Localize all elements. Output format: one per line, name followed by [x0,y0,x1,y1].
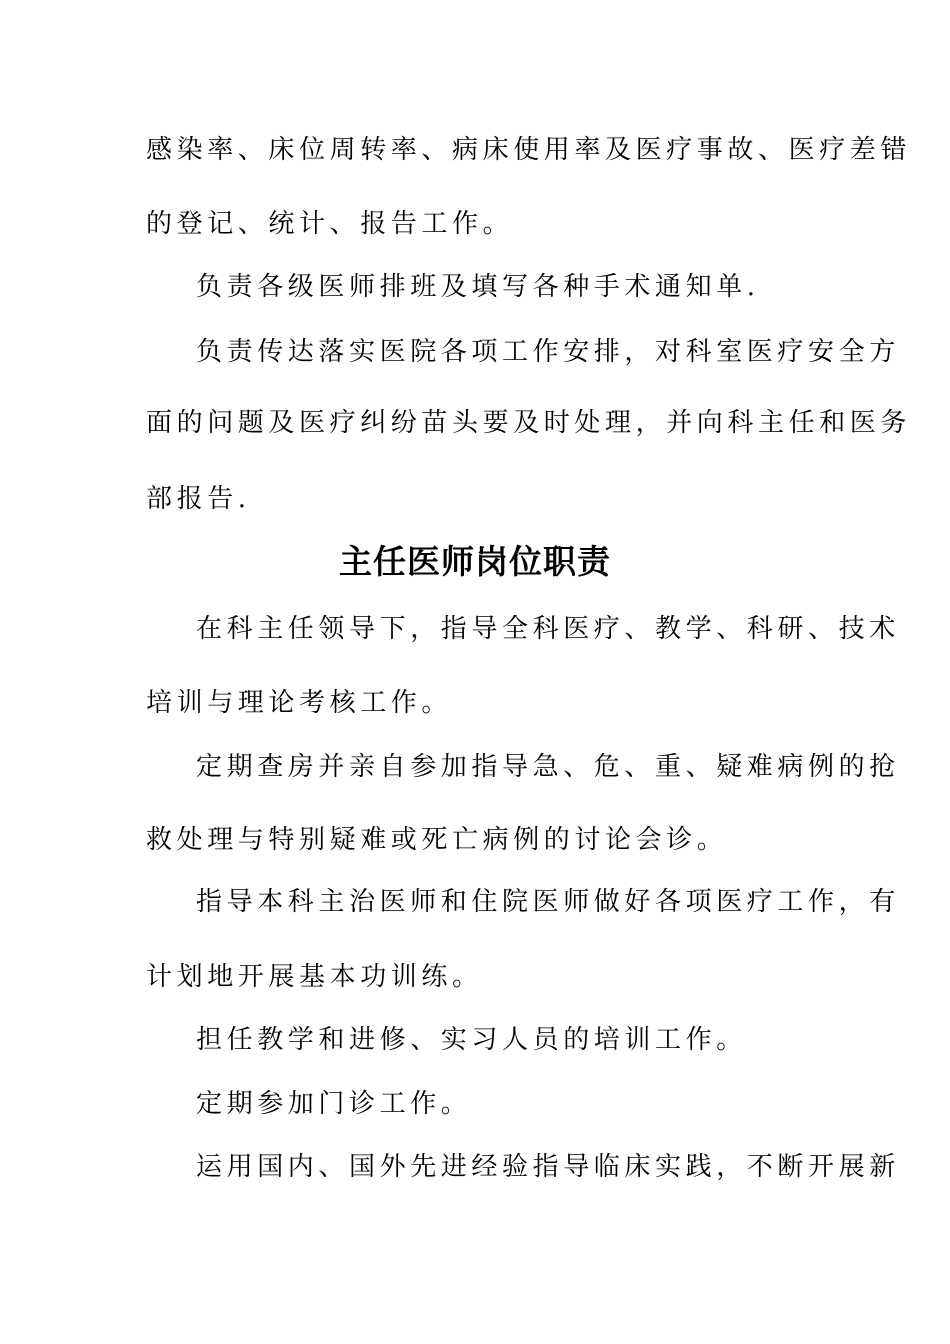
paragraph-line: 计划地开展基本功训练。 [146,962,483,992]
paragraph-line: 的登记、统计、报告工作。 [146,209,514,239]
paragraph-line: 指导本科主治医师和住院医师做好各项医疗工作，有 [196,887,900,917]
paragraph-line: 定期查房并亲自参加指导急、危、重、疑难病例的抢 [196,752,900,782]
paragraph-line: 负责传达落实医院各项工作安排，对科室医疗安全方 [196,337,900,367]
paragraph-line: 部报告. [146,484,251,514]
paragraph-line: 培训与理论考核工作。 [146,688,453,718]
paragraph-line: 在科主任领导下，指导全科医疗、教学、科研、技术 [196,614,900,644]
paragraph-line: 面的问题及医疗纠纷苗头要及时处理，并向科主任和医务 [146,408,912,438]
paragraph-line: 运用国内、国外先进经验指导临床实践，不断开展新 [196,1152,900,1182]
paragraph-line: 感染率、床位周转率、病床使用率及医疗事故、医疗差错 [146,135,912,165]
section-title: 主任医师岗位职责 [339,542,611,581]
paragraph-line: 定期参加门诊工作。 [196,1089,472,1119]
paragraph-line: 负责各级医师排班及填写各种手术通知单. [196,272,760,302]
paragraph-line: 担任教学和进修、实习人员的培训工作。 [196,1025,747,1055]
paragraph-line: 救处理与特别疑难或死亡病例的讨论会诊。 [146,825,728,855]
